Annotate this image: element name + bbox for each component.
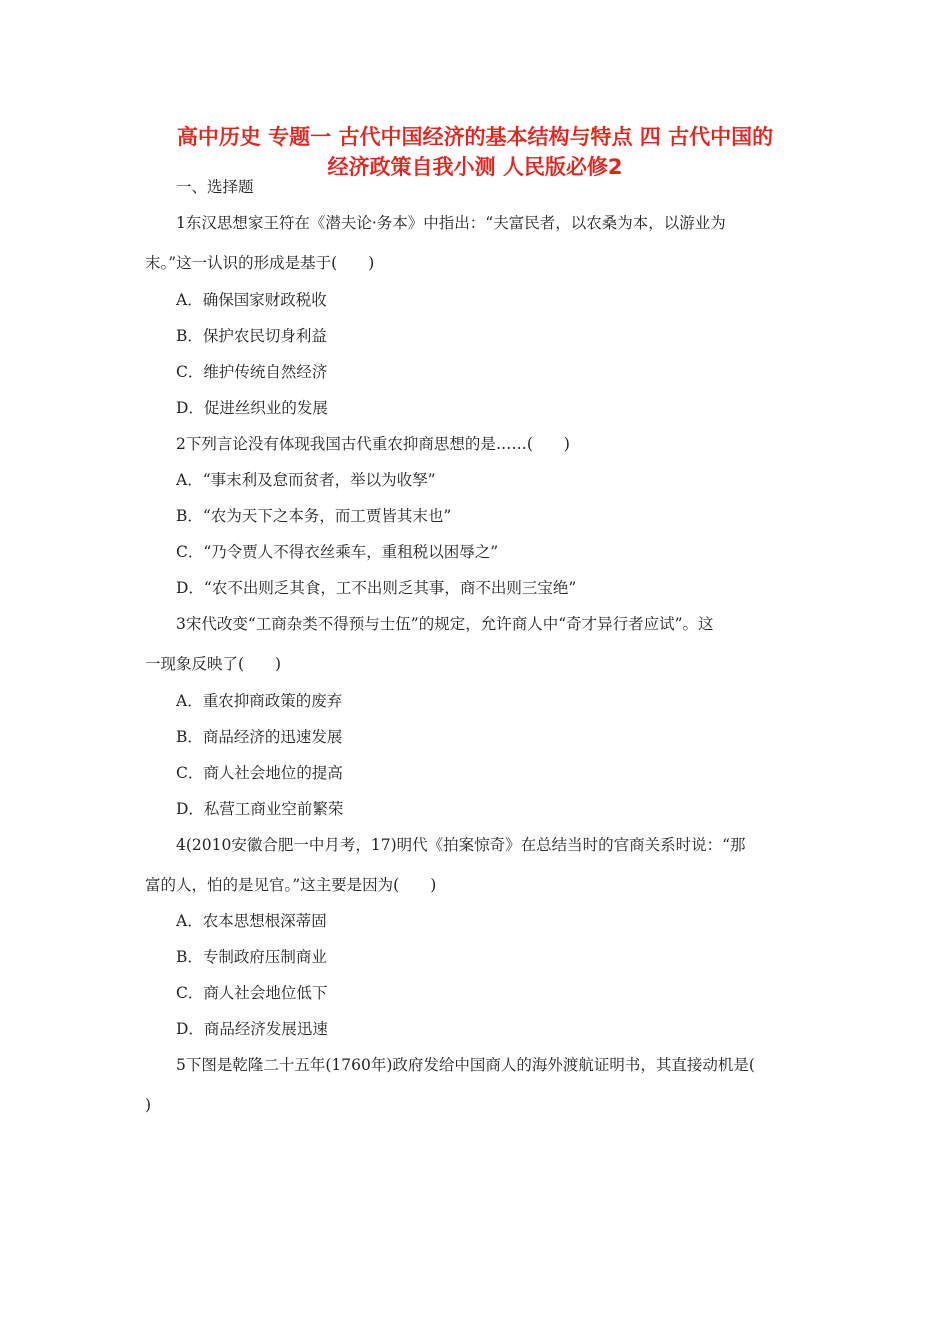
question-3-option-c: C．商人社会地位的提高 — [176, 764, 343, 782]
document-title-line-2: 经济政策自我小测 人民版必修2 — [327, 155, 623, 179]
question-4-option-d: D．商品经济发展迅速 — [176, 1020, 328, 1038]
question-2-stem-line-1: 2下列言论没有体现我国古代重农抑商思想的是……( ) — [176, 435, 570, 453]
question-1-stem-line-1: 1东汉思想家王符在《潜夫论·务本》中指出：“夫富民者，以农桑为本，以游业为 — [176, 214, 726, 232]
section-heading: 一、选择题 — [176, 178, 254, 196]
question-2-option-b: B．“农为天下之本务，而工贾皆其末也” — [176, 507, 452, 525]
question-4-option-c: C．商人社会地位低下 — [176, 984, 328, 1002]
question-1-option-b: B．保护农民切身利益 — [176, 327, 327, 345]
question-4-option-b: B．专制政府压制商业 — [176, 948, 327, 966]
question-2-option-c: C．“乃令贾人不得衣丝乘车，重租税以困辱之” — [176, 543, 499, 561]
question-3-stem-line-1: 3宋代改变“工商杂类不得预与士伍”的规定，允许商人中“奇才异行者应试”。这 — [176, 615, 714, 633]
question-4-option-a: A．农本思想根深蒂固 — [176, 912, 327, 930]
question-5-stem-line-1: 5下图是乾隆二十五年(1760年)政府发给中国商人的海外渡航证明书，其直接动机是( — [176, 1056, 755, 1074]
question-3-stem-line-2: 一现象反映了( ) — [145, 655, 282, 673]
question-5-stem-line-2: ) — [145, 1096, 152, 1114]
question-3-option-b: B．商品经济的迅速发展 — [176, 728, 343, 746]
question-2-option-a: A．“事末利及怠而贫者，举以为收孥” — [176, 471, 436, 489]
question-1-stem-line-2: 末。”这一认识的形成是基于( ) — [145, 254, 375, 272]
question-3-option-a: A．重农抑商政策的废弃 — [176, 692, 343, 710]
question-1-option-c: C．维护传统自然经济 — [176, 363, 328, 381]
question-4-stem-line-2: 富的人，怕的是见官。”这主要是因为( ) — [145, 876, 437, 894]
question-1-option-a: A．确保国家财政税收 — [176, 291, 327, 309]
document-title-line-1: 高中历史 专题一 古代中国经济的基本结构与特点 四 古代中国的 — [176, 125, 774, 149]
question-2-option-d: D．“农不出则乏其食，工不出则乏其事，商不出则三宝绝” — [176, 579, 577, 597]
question-1-option-d: D．促进丝织业的发展 — [176, 399, 328, 417]
question-3-option-d: D．私营工商业空前繁荣 — [176, 800, 344, 818]
question-4-stem-line-1: 4(2010安徽合肥一中月考，17)明代《拍案惊奇》在总结当时的官商关系时说：“那 — [176, 836, 746, 854]
